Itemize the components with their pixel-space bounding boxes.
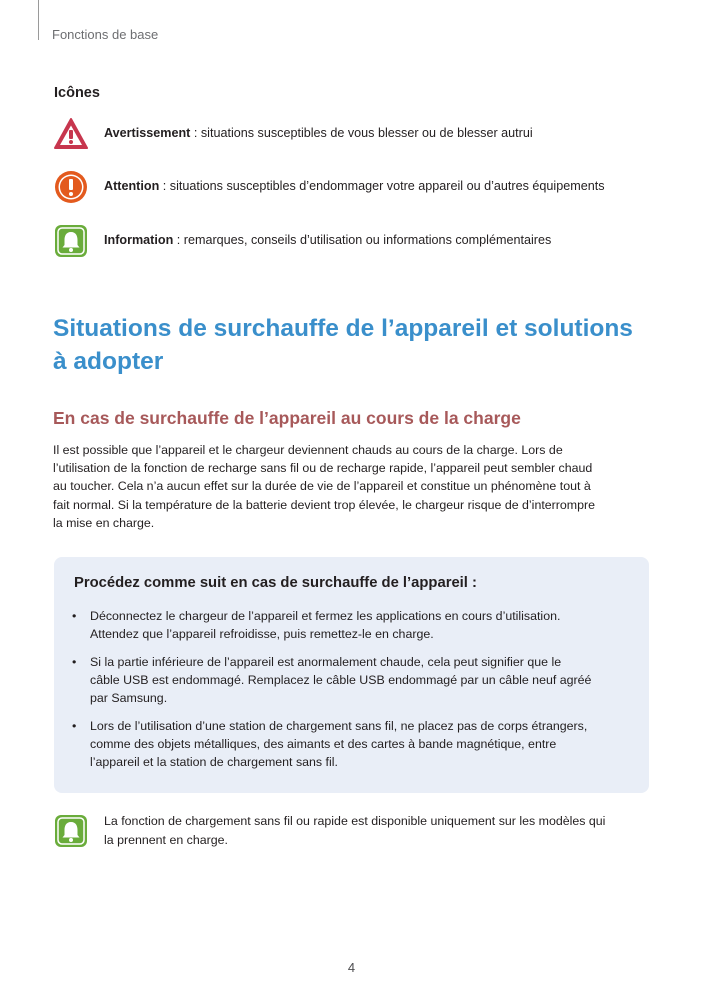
procedure-box-title: Procédez comme suit en cas de surchauffe de l’appareil : xyxy=(74,575,477,591)
note-text xyxy=(104,812,649,850)
legend-label-caution: Attention xyxy=(104,179,160,193)
section-title-line-2: à adopter xyxy=(53,348,164,375)
bullet-text xyxy=(90,653,635,708)
bullet-dot: • xyxy=(72,609,77,623)
section-title xyxy=(53,312,663,378)
note-block xyxy=(54,812,654,862)
paragraph-line: l’utilisation de la fonction de recharge sans fil ou de recharge rapide, l’appareil peut sembler chaud xyxy=(53,461,593,476)
information-bell-icon xyxy=(54,814,88,848)
legend-description-warning: situations susceptibles de vous blesser ou de blesser autrui xyxy=(200,126,533,140)
legend-label-information: Information xyxy=(104,233,174,247)
bullet-line: l’appareil et la station de chargement sans fil. xyxy=(90,755,338,770)
legend-description-caution: situations susceptibles d’endommager votre appareil ou d’autres équipements xyxy=(169,179,605,193)
information-bell-icon xyxy=(54,224,88,258)
procedure-box xyxy=(54,557,649,793)
body-paragraph xyxy=(53,441,653,532)
paragraph-line: au toucher. Cela n’a aucun effet sur la durée de vie de l’appareil et constitue un phénomène tout à xyxy=(53,479,591,494)
legend-separator: : xyxy=(159,179,170,193)
legend-row-caution xyxy=(54,170,654,204)
bullet-text xyxy=(90,717,635,772)
paragraph-line: fait normal. Si la température de la batterie devient trop élevée, le chargeur risque de d’interrompre xyxy=(53,497,596,512)
caution-exclamation-icon xyxy=(54,170,88,204)
note-line: la prennent en charge. xyxy=(104,833,228,847)
bullet-dot: • xyxy=(72,719,77,733)
legend-text-caution xyxy=(104,179,605,193)
page-number: 4 xyxy=(347,960,356,975)
bullet-text xyxy=(90,607,635,643)
legend-label-warning: Avertissement xyxy=(104,126,191,140)
legend-separator: : xyxy=(190,126,201,140)
bullet-line: Attendez que l’appareil refroidisse, puis remettez-le en charge. xyxy=(90,627,434,642)
note-line: La fonction de chargement sans fil ou rapide est disponible uniquement sur les modèles qui xyxy=(104,814,606,828)
section-title-line-1: Situations de surchauffe de l’appareil et solutions xyxy=(53,315,633,342)
subsection-title: En cas de surchauffe de l’appareil au cours de la charge xyxy=(53,408,521,428)
bullet-line: Lors de l’utilisation d’une station de chargement sans fil, ne placez pas de corps étrangers, xyxy=(90,719,588,733)
bullet-line: Si la partie inférieure de l’appareil est anormalement chaude, cela peut signifier que le xyxy=(90,655,562,669)
icons-heading: Icônes xyxy=(54,85,100,101)
paragraph-line: la mise en charge. xyxy=(53,515,155,530)
legend-text-warning xyxy=(104,126,533,140)
legend-row-information xyxy=(54,224,654,258)
header-rule xyxy=(38,0,39,40)
legend-separator: : xyxy=(173,233,184,247)
bullet-line: Déconnectez le chargeur de l’appareil et fermez les applications en cours d’utilisation. xyxy=(90,609,561,623)
legend-description-information: remarques, conseils d’utilisation ou informations complémentaires xyxy=(183,233,552,247)
bullet-line: câble USB est endommagé. Remplacez le câble USB endommagé par un câble neuf agréé xyxy=(90,673,592,688)
bullet-dot: • xyxy=(72,655,77,669)
bullet-line: par Samsung. xyxy=(90,691,168,706)
warning-triangle-icon xyxy=(54,117,88,151)
header-section-title: Fonctions de base xyxy=(52,27,159,42)
legend-text-information xyxy=(104,233,551,247)
paragraph-line: Il est possible que l’appareil et le chargeur deviennent chauds au cours de la charge. Lors de xyxy=(53,443,563,457)
bullet-line: comme des objets métalliques, des aimants et des cartes à bande magnétique, entre xyxy=(90,737,557,752)
legend-row-warning xyxy=(54,117,654,151)
